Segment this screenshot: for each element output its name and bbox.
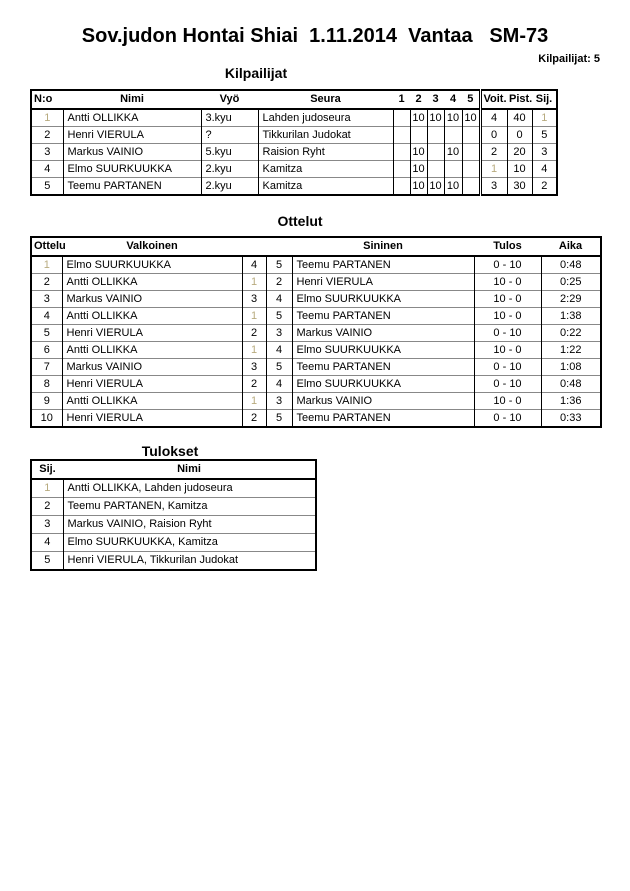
col-header-name: Nimi (63, 460, 316, 479)
table-row (31, 534, 316, 552)
score-cell: 10 (410, 178, 427, 196)
col-header-place: Sij. (31, 460, 63, 479)
col-header-name: Nimi (63, 90, 201, 109)
time-cell: 0:48 (541, 256, 601, 274)
place-cell: 5 (31, 552, 63, 571)
table-row (31, 308, 601, 325)
score-cell: 10 (462, 109, 480, 127)
points-cell: 10 (507, 161, 532, 178)
table-row (31, 256, 601, 274)
match-no: 10 (31, 410, 62, 428)
col-header-round-2: 2 (410, 90, 427, 109)
score-cell (410, 127, 427, 144)
wins-cell: 3 (480, 178, 507, 196)
result-name: Elmo SUURKUUKKA, Kamitza (63, 534, 316, 552)
white-player: Henri VIERULA (62, 325, 242, 342)
blue-player-no: 3 (266, 325, 292, 342)
place-cell: 5 (532, 127, 557, 144)
time-cell: 0:33 (541, 410, 601, 428)
white-player: Markus VAINIO (62, 359, 242, 376)
match-no: 2 (31, 274, 62, 291)
blue-player: Markus VAINIO (292, 325, 474, 342)
result-name: Henri VIERULA, Tikkurilan Judokat (63, 552, 316, 571)
score-cell (462, 127, 480, 144)
blue-player-no: 4 (266, 342, 292, 359)
table-header-row (31, 460, 316, 479)
wins-cell: 2 (480, 144, 507, 161)
table-row (31, 359, 601, 376)
blue-player: Teemu PARTANEN (292, 359, 474, 376)
blue-player-no: 5 (266, 410, 292, 428)
time-cell: 0:22 (541, 325, 601, 342)
time-cell: 1:08 (541, 359, 601, 376)
competitor-belt: 3.kyu (201, 109, 258, 127)
result-name: Markus VAINIO, Raision Ryht (63, 516, 316, 534)
white-player-no: 3 (242, 291, 266, 308)
table-row (31, 376, 601, 393)
white-player: Antti OLLIKKA (62, 274, 242, 291)
match-no: 5 (31, 325, 62, 342)
result-cell: 10 - 0 (474, 393, 541, 410)
score-cell (427, 161, 444, 178)
white-player: Antti OLLIKKA (62, 308, 242, 325)
competitor-name: Antti OLLIKKA (63, 109, 201, 127)
col-header-round-4: 4 (444, 90, 462, 109)
competitor-belt: 2.kyu (201, 178, 258, 196)
blue-player: Teemu PARTANEN (292, 410, 474, 428)
col-header-wins: Voit. (480, 90, 507, 109)
table-row (31, 291, 601, 308)
competitor-name: Markus VAINIO (63, 144, 201, 161)
time-cell: 1:38 (541, 308, 601, 325)
score-cell: 10 (410, 144, 427, 161)
result-cell: 10 - 0 (474, 274, 541, 291)
blue-player: Elmo SUURKUUKKA (292, 291, 474, 308)
matches-section-heading: Ottelut (277, 213, 323, 229)
col-header-points: Pist. (507, 90, 532, 109)
table-row (31, 274, 601, 291)
blue-player: Teemu PARTANEN (292, 256, 474, 274)
result-name: Antti OLLIKKA, Lahden judoseura (63, 479, 316, 498)
col-header-match: Ottelu (31, 237, 62, 256)
result-name: Teemu PARTANEN, Kamitza (63, 498, 316, 516)
table-header-row (31, 90, 557, 109)
score-cell (462, 178, 480, 196)
competitor-name: Teemu PARTANEN (63, 178, 201, 196)
col-header-round-1: 1 (393, 90, 410, 109)
col-header-blue: Sininen (292, 237, 474, 256)
score-cell (444, 161, 462, 178)
white-player-no: 1 (242, 393, 266, 410)
place-cell: 3 (31, 516, 63, 534)
place-cell: 2 (31, 498, 63, 516)
result-cell: 0 - 10 (474, 376, 541, 393)
white-player-no: 1 (242, 342, 266, 359)
matches-table (30, 236, 602, 428)
table-row (31, 144, 557, 161)
blue-player: Markus VAINIO (292, 393, 474, 410)
result-cell: 10 - 0 (474, 342, 541, 359)
blue-player-no: 4 (266, 291, 292, 308)
competitors-table (30, 89, 558, 196)
blue-player-no: 5 (266, 256, 292, 274)
table-row (31, 109, 557, 127)
competitor-club: Tikkurilan Judokat (258, 127, 393, 144)
table-row (31, 479, 316, 498)
match-no: 3 (31, 291, 62, 308)
col-header-belt: Vyö (201, 90, 258, 109)
competitor-no: 4 (31, 161, 63, 178)
blue-player-no: 5 (266, 359, 292, 376)
points-cell: 0 (507, 127, 532, 144)
table-row (31, 178, 557, 196)
match-no: 1 (31, 256, 62, 274)
result-cell: 0 - 10 (474, 359, 541, 376)
competitor-no: 2 (31, 127, 63, 144)
white-player-no: 1 (242, 274, 266, 291)
points-cell: 30 (507, 178, 532, 196)
competitor-club: Kamitza (258, 178, 393, 196)
col-header-white-no (242, 237, 266, 256)
score-cell (444, 127, 462, 144)
table-row (31, 393, 601, 410)
blue-player: Elmo SUURKUUKKA (292, 342, 474, 359)
table-row (31, 127, 557, 144)
blue-player-no: 2 (266, 274, 292, 291)
score-cell (462, 161, 480, 178)
white-player-no: 2 (242, 410, 266, 428)
score-cell: 10 (427, 109, 444, 127)
white-player: Henri VIERULA (62, 376, 242, 393)
blue-player: Teemu PARTANEN (292, 308, 474, 325)
col-header-club: Seura (258, 90, 393, 109)
wins-cell: 0 (480, 127, 507, 144)
result-cell: 0 - 10 (474, 410, 541, 428)
competitor-club: Lahden judoseura (258, 109, 393, 127)
col-header-time: Aika (541, 237, 601, 256)
table-row (31, 498, 316, 516)
place-cell: 4 (532, 161, 557, 178)
wins-cell: 4 (480, 109, 507, 127)
blue-player: Henri VIERULA (292, 274, 474, 291)
match-no: 7 (31, 359, 62, 376)
score-cell: 10 (444, 109, 462, 127)
results-table (30, 459, 317, 571)
competitor-belt: 2.kyu (201, 161, 258, 178)
competitor-name: Henri VIERULA (63, 127, 201, 144)
score-cell: 10 (444, 178, 462, 196)
table-row (31, 342, 601, 359)
place-cell: 4 (31, 534, 63, 552)
col-header-round-3: 3 (427, 90, 444, 109)
white-player: Henri VIERULA (62, 410, 242, 428)
score-cell: 10 (410, 161, 427, 178)
match-no: 6 (31, 342, 62, 359)
white-player: Antti OLLIKKA (62, 342, 242, 359)
result-cell: 10 - 0 (474, 291, 541, 308)
place-cell: 1 (532, 109, 557, 127)
white-player-no: 4 (242, 256, 266, 274)
table-header-row (31, 237, 601, 256)
table-row (31, 552, 316, 571)
score-cell (393, 161, 410, 178)
competitor-no: 5 (31, 178, 63, 196)
col-header-no: N:o (31, 90, 63, 109)
page-title: Sov.judon Hontai Shiai 1.11.2014 Vantaa SM-73 (81, 25, 549, 47)
score-cell (427, 127, 444, 144)
table-row (31, 325, 601, 342)
competitors-count-label: Kilpailijat: 5 (538, 53, 600, 65)
white-player-no: 3 (242, 359, 266, 376)
results-section-heading: Tulokset (141, 443, 199, 459)
points-cell: 20 (507, 144, 532, 161)
col-header-result: Tulos (474, 237, 541, 256)
white-player-no: 1 (242, 308, 266, 325)
score-cell: 10 (444, 144, 462, 161)
place-cell: 1 (31, 479, 63, 498)
score-cell (393, 127, 410, 144)
competitor-no: 1 (31, 109, 63, 127)
score-cell (393, 144, 410, 161)
table-row (31, 161, 557, 178)
place-cell: 3 (532, 144, 557, 161)
time-cell: 2:29 (541, 291, 601, 308)
competitor-club: Raision Ryht (258, 144, 393, 161)
blue-player-no: 4 (266, 376, 292, 393)
white-player-no: 2 (242, 325, 266, 342)
col-header-blue-no (266, 237, 292, 256)
match-no: 4 (31, 308, 62, 325)
table-row (31, 410, 601, 428)
points-cell: 40 (507, 109, 532, 127)
place-cell: 2 (532, 178, 557, 196)
white-player: Elmo SUURKUUKKA (62, 256, 242, 274)
score-cell (427, 144, 444, 161)
white-player: Markus VAINIO (62, 291, 242, 308)
competitor-club: Kamitza (258, 161, 393, 178)
col-header-round-5: 5 (462, 90, 480, 109)
score-cell (393, 109, 410, 127)
competitor-belt: ? (201, 127, 258, 144)
col-header-place: Sij. (532, 90, 557, 109)
white-player: Antti OLLIKKA (62, 393, 242, 410)
score-cell (462, 144, 480, 161)
score-cell: 10 (410, 109, 427, 127)
white-player-no: 2 (242, 376, 266, 393)
time-cell: 1:36 (541, 393, 601, 410)
match-no: 9 (31, 393, 62, 410)
result-cell: 0 - 10 (474, 325, 541, 342)
blue-player-no: 5 (266, 308, 292, 325)
time-cell: 0:48 (541, 376, 601, 393)
table-row (31, 516, 316, 534)
result-cell: 0 - 10 (474, 256, 541, 274)
score-cell (393, 178, 410, 196)
col-header-white: Valkoinen (62, 237, 242, 256)
score-cell: 10 (427, 178, 444, 196)
blue-player: Elmo SUURKUUKKA (292, 376, 474, 393)
match-no: 8 (31, 376, 62, 393)
blue-player-no: 3 (266, 393, 292, 410)
competitor-no: 3 (31, 144, 63, 161)
time-cell: 1:22 (541, 342, 601, 359)
time-cell: 0:25 (541, 274, 601, 291)
competitors-section-heading: Kilpailijat (224, 65, 288, 81)
wins-cell: 1 (480, 161, 507, 178)
competitor-belt: 5.kyu (201, 144, 258, 161)
competitor-name: Elmo SUURKUUKKA (63, 161, 201, 178)
result-cell: 10 - 0 (474, 308, 541, 325)
